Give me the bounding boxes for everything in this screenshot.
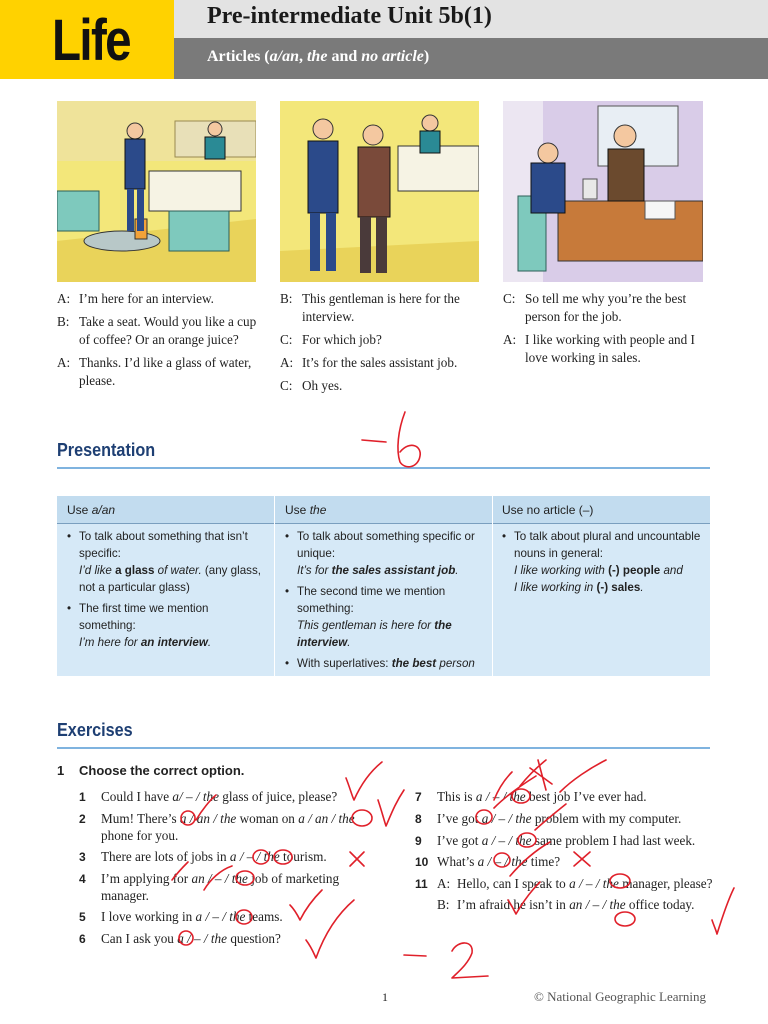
- dialogue-column-1: A: I’m here for an interview. B: Take a seat. Would you like a cup of coffee? Or an orange juice? A: Thanks. I’d like a glass of water, please.: [57, 291, 257, 388]
- page-title: Pre-intermediate Unit 5b(1): [207, 3, 492, 29]
- header-use-the: Use the: [285, 503, 327, 517]
- exercise-item-3: 3 There are lots of jobs in a / – / the tourism.: [79, 849, 327, 864]
- copyright-notice: © National Geographic Learning: [534, 989, 706, 1004]
- exercise-item-11: 11 A: Hello, can I speak to a / – / the manager, please? B: I’m afraid he isn’t in an / – / the office today.: [415, 876, 713, 912]
- column-a-an: • To talk about something that isn’t specific: I’d like a glass of water. (any glass, not a particular glass) • The first time we mention something: I’m here for an interview.: [67, 530, 261, 649]
- page-number: 1: [382, 990, 388, 1004]
- page-subtitle: Articles (a/an, the and no article): [207, 48, 430, 65]
- score-digit-2: [452, 943, 488, 978]
- dialogue-column-3: C: So tell me why you’re the best person for the job. A: I like working with people and I love working in sales.: [503, 291, 695, 365]
- table-header-row: [57, 496, 710, 524]
- presentation-rule: [57, 467, 710, 469]
- illustration-handshake: [280, 101, 479, 282]
- exercise-item-8: 8 I’ve got a / – / the problem with my computer.: [415, 811, 682, 826]
- exercises-heading: Exercises: [57, 720, 133, 740]
- exercise-item-5: 5 I love working in a / – / the teams.: [79, 909, 283, 924]
- score-dash-2: [404, 955, 426, 956]
- exercise-item-4: 4 I’m applying for an / – / the job of marketing manager.: [79, 871, 340, 903]
- exercise-number: 1: [57, 763, 65, 778]
- column-no-article: • To talk about plural and uncountable nouns in general: I like working with (-) people and I like working in (-) sales.: [502, 530, 701, 594]
- exercise-item-2: 2 Mum! There’s a / an / the woman on a / an / the phone for you.: [79, 811, 355, 843]
- exercise-item-1: 1 Could I have a/ – / the glass of juice, please?: [79, 789, 338, 804]
- illustration-office-interview: [503, 101, 703, 282]
- score-digit-6: [398, 412, 420, 467]
- dialogue-column-2: B: This gentleman is here for the interview. C: For which job? A: It’s for the sales assistant job. C: Oh yes.: [280, 291, 460, 393]
- header-use-a-an: Use a/an: [67, 503, 116, 517]
- header-no-article: Use no article (–): [502, 503, 594, 517]
- exercise-instruction: Choose the correct option.: [79, 763, 245, 778]
- presentation-table: [57, 496, 710, 676]
- column-the: • To talk about something specific or unique: It’s for the sales assistant job. • The second time we mention something: This gentleman is here for the interview. • With superlatives: the best person: [285, 530, 475, 670]
- exercises-rule: [57, 747, 710, 749]
- life-logo: Life: [52, 8, 131, 73]
- exercise-item-9: 9 I’ve got a / – / the same problem I had last week.: [415, 833, 696, 848]
- exercise-item-10: 10 What’s a / – / the time?: [415, 854, 561, 869]
- exercise-item-7: 7 This is a / – / the best job I’ve ever had.: [415, 789, 647, 804]
- exercise-item-6: 6 Can I ask you a / – / the question?: [79, 931, 281, 946]
- score-dash-1: [362, 440, 386, 442]
- presentation-heading: Presentation: [57, 440, 156, 460]
- illustration-reception: [57, 101, 256, 282]
